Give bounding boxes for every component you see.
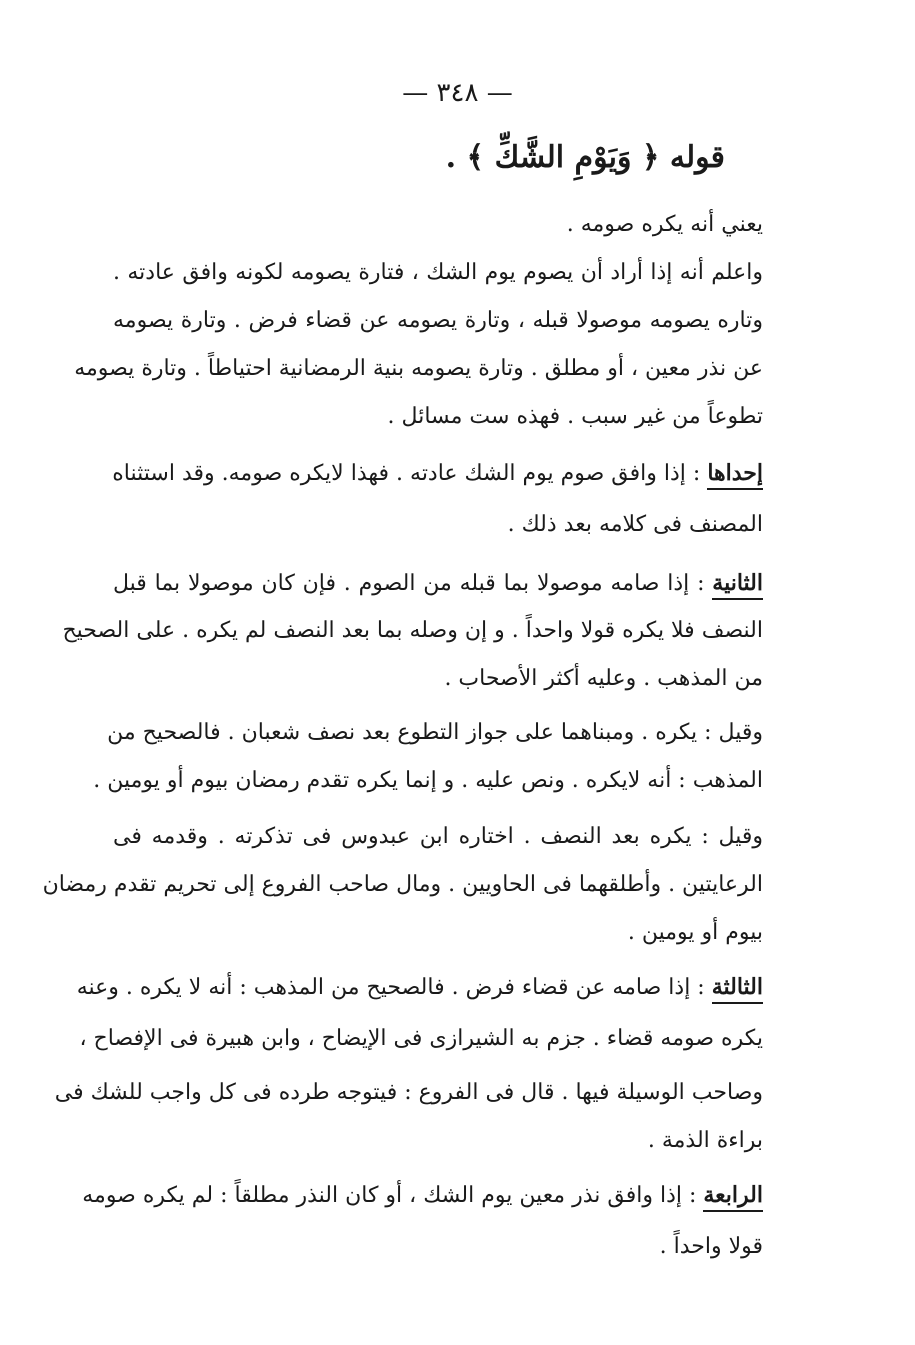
issue-label: الرابعة [703, 1182, 763, 1212]
issue-label: الثانية [712, 570, 763, 600]
issue-label: إحداها [707, 460, 763, 490]
text-line: وصاحب الوسيلة فيها . قال فى الفروع : فيتوجه طرده فى كل واجب للشك فى [54, 1080, 763, 1105]
text-line [113, 568, 763, 599]
text-line [82, 1180, 763, 1211]
page-number: — ٣٤٨ — [402, 78, 513, 108]
text-line: المذهب : أنه لايكره . ونص عليه . و إنما يكره تقدم رمضان بيوم أو يومين . [93, 768, 763, 793]
text-line [113, 458, 763, 489]
text-line: يكره صومه قضاء . جزم به الشيرازى فى الإيضاح ، وابن هبيرة فى الإفصاح ، [79, 1026, 763, 1051]
text-line: الرعايتين . وأطلقهما فى الحاويين . ومال صاحب الفروع إلى تحريم تقدم رمضان [42, 872, 763, 897]
text-line: من المذهب . وعليه أكثر الأصحاب . [444, 666, 763, 691]
text-line: بيوم أو يومين . [627, 920, 763, 945]
text-line: واعلم أنه إذا أراد أن يصوم يوم الشك ، فتارة يصومه لكونه وافق عادته . [113, 260, 763, 285]
text-line: قولا واحداً . [659, 1234, 763, 1259]
section-heading: قوله ﴿ وَيَوْمِ الشَّكِّ ﴾ . [445, 140, 725, 175]
text-line-body: : إذا صامه عن قضاء فرض . فالصحيح من المذهب : أنه لا يكره . وعنه [76, 975, 712, 1000]
text-line: وقيل : يكره بعد النصف . اختاره ابن عبدوس فى تذكرته . وقدمه فى [113, 824, 763, 849]
text-line-body: : إذا صامه موصولا بما قبله من الصوم . فإن كان موصولا بما قبل [113, 571, 713, 596]
text-line-body: : إذا وافق نذر معين يوم الشك ، أو كان النذر مطلقاً : لم يكره صومه [82, 1183, 704, 1208]
text-line: وتاره يصومه موصولا قبله ، وتارة يصومه عن قضاء فرض . وتارة يصومه [113, 308, 763, 333]
issue-label: الثالثة [712, 974, 763, 1004]
text-line: براءة الذمة . [647, 1128, 763, 1153]
text-line [76, 972, 763, 1003]
text-line-body: : إذا وافق صوم يوم الشك عادته . فهذا لايكره صومه. وقد استثناه [112, 461, 708, 486]
text-line: عن نذر معين ، أو مطلق . وتارة يصومه بنية الرمضانية احتياطاً . وتارة يصومه [74, 356, 763, 381]
text-line: تطوعاً من غير سبب . فهذه ست مسائل . [387, 404, 763, 429]
text-line: النصف فلا يكره قولا واحداً . و إن وصله بما بعد النصف لم يكره . على الصحيح [62, 618, 763, 643]
text-line: وقيل : يكره . ومبناهما على جواز التطوع بعد نصف شعبان . فالصحيح من [107, 720, 763, 745]
text-line: يعني أنه يكره صومه . [566, 212, 763, 237]
text-line: المصنف فى كلامه بعد ذلك . [507, 512, 763, 537]
